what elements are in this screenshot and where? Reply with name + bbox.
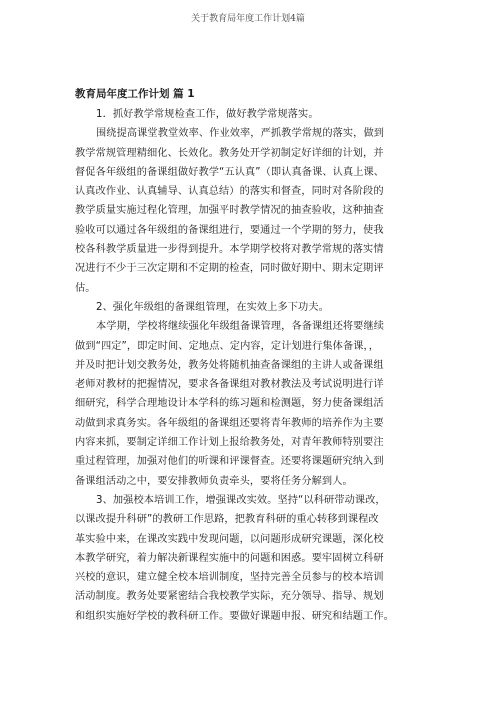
- paragraph-line: 革实验中来，在课改实践中发现问题，以问题形成研究课题，深化校: [75, 533, 384, 545]
- paragraph-line: 校各科教学质量进一步得到提升。本学期学校将对教学常规的落实情: [75, 244, 384, 256]
- paragraph-line: 督促各年级组的备课组做好教学“五认真”（即认真备课、认真上课、: [75, 166, 385, 178]
- paragraph-line: 备课组活动之中，要安排教师负责牵头，要将任务分解到人。: [75, 475, 353, 487]
- paragraph-line: 教学质量实施过程化管理，加强平时教学情况的抽查验收，这种抽查: [75, 205, 384, 217]
- paragraph-line: 细研究，科学合理地设计本学科的练习题和检测题，努力使备课组活: [75, 398, 384, 410]
- paragraph-line: 以课改提升科研”的教研工作思路，把教育科研的重心转移到课程改: [75, 514, 379, 526]
- paragraph-line: 和组织实施好学校的教科研工作。要做好课题申报、研究和结题工作。: [75, 610, 394, 622]
- paragraph-list: [75, 105, 441, 626]
- paragraph: [75, 105, 441, 124]
- paragraph-line: 重过程管理，加强对他们的听课和评课督查。还要将课题研究纳入到: [75, 456, 384, 468]
- paragraph-line: 本教学研究，着力解决新课程实施中的问题和困惑。要牢固树立科研: [75, 552, 384, 564]
- document-body: [75, 86, 441, 626]
- paragraph-line: 验收可以通过各年级组的备课组进行，要通过一个学期的努力，使我: [75, 224, 384, 236]
- paragraph-line: 内容来抓，要制定详细工作计划上报给教务处，对青年教师特别要注: [75, 437, 384, 449]
- paragraph: [75, 298, 441, 317]
- paragraph: [75, 124, 441, 298]
- paragraph-line: 围绕提高课堂教堂效率、作业效率，严抓教学常规的落实，做到: [96, 128, 385, 140]
- paragraph-line: 认真改作业、认真辅导、认真总结）的落实和督查，同时对各阶段的: [75, 186, 384, 198]
- paragraph-line: 活动制度。教务处要紧密结合我校教学实际，充分领导、指导、规划: [75, 591, 384, 603]
- paragraph-line: 2、强化年级组的备课组管理，在实效上多下功夫。: [96, 301, 329, 313]
- page-header-title: 关于教育局年度工作计划4篇: [191, 14, 305, 24]
- paragraph-line: 3、加强校本培训工作，增强课改实效。坚持“以科研带动课改，: [96, 494, 386, 506]
- paragraph-line: 老师对教材的把握情况，要求各备课组对教材教法及考试说明进行详: [75, 379, 384, 391]
- paragraph-line: 1．抓好教学常规检查工作，做好教学常规落实。: [96, 109, 319, 120]
- paragraph-line: 况进行不少于三次定期和不定期的检查，同时做好期中、期末定期评: [75, 263, 384, 275]
- paragraph-line: 教学常规管理精细化、长效化。教务处开学初制定好详细的计划，并: [75, 147, 384, 159]
- paragraph-line: 兴校的意识，建立健全校本培训制度，坚持完善全员参与的校本培训: [75, 572, 384, 584]
- paragraph: [75, 317, 441, 491]
- paragraph-line: 并及时把计划交教务处，教务处将随机抽查备课组的主讲人或备课组: [75, 359, 384, 371]
- paragraph-line: 做到“四定”，即定时间、定地点、定内容，定计划进行集体备课，，: [75, 340, 379, 352]
- paragraph-line: 动做到求真务实。各年级组的备课组还要将青年教师的培养作为主要: [75, 417, 384, 429]
- paragraph: [75, 491, 441, 626]
- document-heading: 教育局年度工作计划 篇 1: [75, 88, 195, 100]
- paragraph-line: 估。: [75, 282, 96, 294]
- paragraph-line: 本学期，学校将继续强化年级组备课管理，各备课组还将要继续: [96, 321, 385, 333]
